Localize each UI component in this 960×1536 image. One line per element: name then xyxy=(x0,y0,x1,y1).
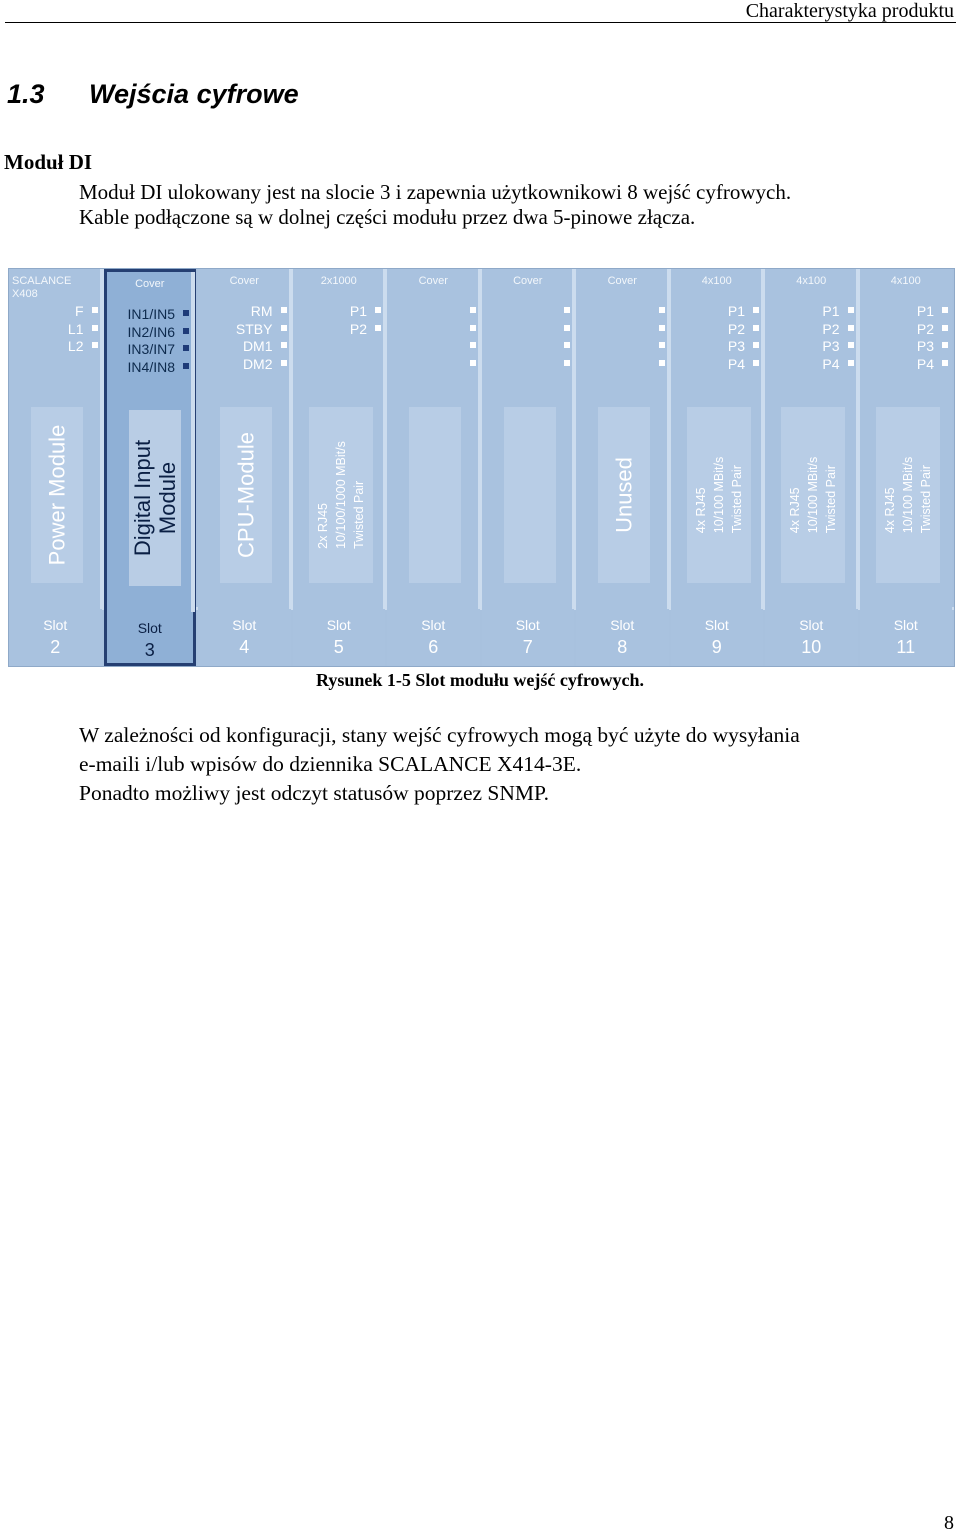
led-label: P1 xyxy=(727,303,745,320)
led-label: P2 xyxy=(822,320,840,337)
slot-top-label-line: Cover xyxy=(418,275,448,287)
led-label: P3 xyxy=(822,338,840,355)
led-square-icon xyxy=(183,328,189,334)
slot-top-label xyxy=(671,275,764,287)
slot-number: 7 xyxy=(522,637,533,657)
paragraph-line: Ponadto możliwy jest odczyt statusów poprzez SNMP. xyxy=(79,781,549,805)
module-panel xyxy=(409,407,461,583)
slot-8 xyxy=(576,269,669,666)
slot-number: 9 xyxy=(711,637,722,657)
led-label: P2 xyxy=(916,320,934,337)
module-label-line: 10/100 MBit/s xyxy=(806,456,820,534)
page-number: 8 xyxy=(944,1512,954,1534)
module-label-line: 10/100/1000 MBit/s xyxy=(333,441,348,549)
slot-top-label-line: Cover xyxy=(229,275,259,287)
led-label: P2 xyxy=(727,320,745,337)
led-label: P3 xyxy=(727,338,745,355)
led-square-icon xyxy=(281,342,287,348)
module-label-line: Unused xyxy=(611,457,637,533)
led-indicator-row xyxy=(243,355,285,372)
module-label xyxy=(881,457,935,533)
slot-top-label xyxy=(482,275,575,287)
led-square-icon xyxy=(659,307,665,313)
slot-word-label: Slot xyxy=(610,617,635,633)
slot-word-label: Slot xyxy=(421,617,446,633)
slot-word-label: Slot xyxy=(893,617,918,633)
module-panel xyxy=(220,407,272,583)
led-indicator-row xyxy=(350,302,379,319)
led-label: P4 xyxy=(727,355,745,372)
led-label: F xyxy=(74,303,84,320)
module-panel xyxy=(309,407,373,583)
module-panel xyxy=(876,407,940,583)
slot-word-label: Slot xyxy=(137,620,162,636)
slot-top-label-line: 2x1000 xyxy=(320,275,357,287)
slot-4 xyxy=(198,269,291,666)
led-square-icon xyxy=(92,307,98,313)
module-label-line: Module xyxy=(154,461,180,535)
led-label: RM xyxy=(250,303,273,320)
slot-11 xyxy=(860,269,953,666)
header-rule xyxy=(5,22,956,23)
module-label-line: Power Module xyxy=(44,424,70,566)
subheading: Moduł DI xyxy=(4,150,93,174)
led-label: DM1 xyxy=(242,338,273,355)
slot-number: 5 xyxy=(333,637,344,657)
led-square-icon xyxy=(942,307,948,313)
module-label-line: 10/100 MBit/s xyxy=(900,456,915,534)
led-indicator-row xyxy=(822,302,851,319)
module-label-line: 4x RJ45 xyxy=(882,487,897,534)
slot-word-label: Slot xyxy=(43,617,68,633)
paragraph-line: e-maili i/lub wpisów do dziennika SCALANCE X414-3E. xyxy=(79,752,582,776)
led-label: P4 xyxy=(822,355,840,372)
led-square-icon xyxy=(281,325,287,331)
led-label: DM2 xyxy=(242,355,273,372)
led-square-icon xyxy=(564,360,570,366)
led-indicator-row xyxy=(556,302,568,319)
led-indicator-row xyxy=(68,320,96,337)
led-square-icon xyxy=(92,325,98,331)
led-indicator-row xyxy=(350,320,379,337)
slot-number: 3 xyxy=(144,640,155,660)
module-label xyxy=(786,457,840,533)
slot-5 xyxy=(293,269,386,666)
module-label xyxy=(612,457,637,533)
slot-word-label: Slot xyxy=(515,617,540,633)
module-label-line: Digital Input xyxy=(129,439,155,557)
led-indicator-row xyxy=(917,355,946,372)
led-label: L1 xyxy=(67,320,84,337)
led-square-icon xyxy=(942,342,948,348)
module-panel xyxy=(129,410,181,586)
led-indicator-row xyxy=(728,337,757,354)
slot-top-label-line: Cover xyxy=(513,275,543,287)
led-label: IN2/IN6 xyxy=(127,323,175,340)
led-indicator-row xyxy=(556,337,568,354)
led-square-icon xyxy=(942,360,948,366)
led-square-icon xyxy=(470,325,476,331)
led-label: L2 xyxy=(67,338,84,355)
led-indicator-row xyxy=(917,302,946,319)
led-square-icon xyxy=(281,360,287,366)
module-label-line: Twisted Pair xyxy=(729,465,744,534)
led-square-icon xyxy=(183,345,189,351)
led-square-icon xyxy=(753,360,759,366)
led-label: IN3/IN7 xyxy=(127,341,175,358)
slot-top-label-line: Cover xyxy=(607,275,637,287)
slot-word-label: Slot xyxy=(799,617,824,633)
slot-2 xyxy=(9,269,102,666)
slot-top-label xyxy=(860,275,953,287)
slot-word-label: Slot xyxy=(704,617,729,633)
led-indicator-row xyxy=(651,337,663,354)
module-label-line: 2x RJ45 xyxy=(315,503,330,549)
led-square-icon xyxy=(753,307,759,313)
paragraph-line: Moduł DI ulokowany jest na slocie 3 i zapewnia użytkownikowi 8 wejść cyfrowych. xyxy=(79,180,792,204)
module-label xyxy=(234,432,259,558)
led-square-icon xyxy=(659,342,665,348)
led-square-icon xyxy=(659,325,665,331)
led-square-icon xyxy=(470,342,476,348)
led-square-icon xyxy=(92,342,98,348)
led-label: IN4/IN8 xyxy=(127,358,175,375)
led-indicator-row xyxy=(236,320,285,337)
module-label-line: Twisted Pair xyxy=(918,465,933,534)
led-indicator-row xyxy=(651,320,663,337)
section-title xyxy=(7,79,299,110)
module-label-line: 4x RJ45 xyxy=(693,487,708,534)
led-indicator-row xyxy=(68,337,96,354)
led-indicator-row xyxy=(728,320,757,337)
led-indicator-row xyxy=(462,337,474,354)
slot-top-label xyxy=(765,275,858,287)
slot-number: 6 xyxy=(428,637,439,657)
led-indicator-row xyxy=(128,323,187,340)
slot-number: 2 xyxy=(50,637,61,657)
module-label xyxy=(45,425,70,566)
module-label xyxy=(692,457,746,533)
slot-top-label-line: 4x100 xyxy=(890,275,921,287)
led-indicator-row xyxy=(556,355,568,372)
slot-top-label-line: 4x100 xyxy=(796,275,827,287)
led-indicator-row xyxy=(75,302,96,319)
led-indicator-row xyxy=(822,337,851,354)
paragraph-line: W zależności od konfiguracji, stany wejść cyfrowych mogą być użyte do wysyłania xyxy=(79,723,800,747)
paragraph-line: Kable podłączone są w dolnej części modułu przez dwa 5-pinowe złącza. xyxy=(79,205,696,229)
slot-top-label-line: Cover xyxy=(135,278,165,290)
module-label-line: 10/100 MBit/s xyxy=(711,456,726,534)
slot-top-label xyxy=(107,278,194,290)
slot-top-label-line: SCALANCE xyxy=(12,275,72,287)
led-square-icon xyxy=(848,360,854,366)
led-indicator-row xyxy=(251,302,285,319)
figure-caption: Rysunek 1-5 Slot modułu wejść cyfrowych. xyxy=(315,670,645,690)
paragraph-body xyxy=(79,721,800,808)
module-panel xyxy=(504,407,556,583)
led-square-icon xyxy=(281,307,287,313)
slot-top-label xyxy=(198,275,291,287)
led-indicator-row xyxy=(651,302,663,319)
led-square-icon xyxy=(848,342,854,348)
module-label xyxy=(130,440,180,556)
module-panel xyxy=(31,407,83,583)
slot-7 xyxy=(482,269,575,666)
led-indicator-row xyxy=(728,355,757,372)
slot-number: 11 xyxy=(896,637,916,657)
paragraph-intro xyxy=(79,180,791,230)
led-indicator-row xyxy=(822,355,851,372)
led-square-icon xyxy=(659,360,665,366)
slot-top-label-line: X408 xyxy=(12,288,38,300)
led-square-icon xyxy=(375,307,381,313)
module-label-line: Twisted Pair xyxy=(824,465,838,534)
module-panel xyxy=(598,407,650,583)
running-header: Charakterystyka produktu xyxy=(745,0,954,22)
slot-divider xyxy=(191,272,195,612)
led-square-icon xyxy=(848,325,854,331)
led-square-icon xyxy=(564,325,570,331)
module-label-line: 4x RJ45 xyxy=(788,487,802,534)
led-square-icon xyxy=(942,325,948,331)
led-label: IN1/IN5 xyxy=(127,306,175,323)
led-label: P1 xyxy=(349,303,367,320)
slot-top-label xyxy=(576,275,669,287)
led-indicator-row xyxy=(128,358,187,375)
slot-number: 10 xyxy=(801,637,822,657)
slot-number: 4 xyxy=(239,637,250,657)
led-square-icon xyxy=(564,342,570,348)
module-panel xyxy=(781,407,845,583)
led-indicator-row xyxy=(128,340,187,357)
led-indicator-row xyxy=(128,305,187,322)
led-label: P4 xyxy=(916,355,934,372)
led-square-icon xyxy=(470,307,476,313)
led-label: STBY xyxy=(235,320,273,337)
slot-top-label xyxy=(12,275,105,301)
led-square-icon xyxy=(848,307,854,313)
module-label xyxy=(314,441,368,549)
slot-6 xyxy=(387,269,480,666)
slot-top-label xyxy=(293,275,386,287)
slot-figure xyxy=(8,268,955,667)
slot-9 xyxy=(671,269,764,666)
section-number: 1.3 xyxy=(7,79,45,109)
module-panel xyxy=(687,407,751,583)
led-label: P1 xyxy=(916,303,934,320)
led-indicator-row xyxy=(917,320,946,337)
module-label-line: CPU-Module xyxy=(233,432,259,558)
led-square-icon xyxy=(564,307,570,313)
led-square-icon xyxy=(753,342,759,348)
led-square-icon xyxy=(183,363,189,369)
led-label: P3 xyxy=(916,338,934,355)
led-label: P2 xyxy=(349,320,367,337)
led-indicator-row xyxy=(243,337,285,354)
slot-number: 8 xyxy=(617,637,628,657)
led-square-icon xyxy=(375,325,381,331)
led-indicator-row xyxy=(462,320,474,337)
led-indicator-row xyxy=(728,302,757,319)
led-square-icon xyxy=(470,360,476,366)
slot-3 xyxy=(104,269,197,666)
slot-word-label: Slot xyxy=(232,617,257,633)
slot-top-label xyxy=(387,275,480,287)
led-indicator-row xyxy=(556,320,568,337)
led-square-icon xyxy=(753,325,759,331)
led-label: P1 xyxy=(822,303,840,320)
slot-top-label-line: 4x100 xyxy=(701,275,732,287)
led-indicator-row xyxy=(651,355,663,372)
slot-10 xyxy=(765,269,858,666)
module-label-line: Twisted Pair xyxy=(351,480,366,549)
led-indicator-row xyxy=(462,355,474,372)
slot-word-label: Slot xyxy=(326,617,351,633)
led-indicator-row xyxy=(822,320,851,337)
led-square-icon xyxy=(183,310,189,316)
led-indicator-row xyxy=(462,302,474,319)
section-title-text: Wejścia cyfrowe xyxy=(89,79,299,109)
led-indicator-row xyxy=(917,337,946,354)
